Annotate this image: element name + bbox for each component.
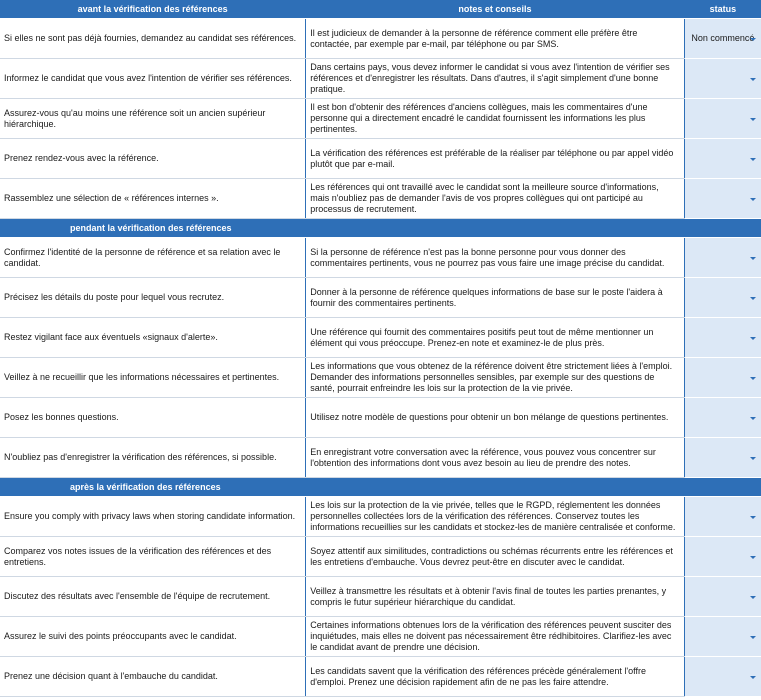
header-status: status (684, 0, 761, 19)
task-cell[interactable]: Posez les bonnes questions. (0, 398, 306, 438)
section-spacer (306, 219, 684, 238)
table-row (0, 398, 761, 438)
table-row (0, 438, 761, 478)
chevron-down-icon[interactable] (750, 38, 756, 41)
chevron-down-icon[interactable] (750, 297, 756, 300)
table-row (0, 19, 761, 59)
section-title: pendant la vérification des références (0, 219, 306, 238)
chevron-down-icon[interactable] (750, 636, 756, 639)
task-cell[interactable]: Ensure you comply with privacy laws when storing candidate information. (0, 497, 306, 537)
note-cell[interactable]: En enregistrant votre conversation avec la référence, vous pouvez vous concentrer sur l'obtention des informations dont vous avez besoin au lieu de prendre des notes. (306, 438, 684, 478)
note-cell[interactable]: La vérification des références est préférable de la réaliser par téléphone ou par appel vidéo plutôt que par e-mail. (306, 139, 684, 179)
note-cell[interactable]: Si la personne de référence n'est pas la bonne personne pour vous donner des commentaires pertinents, vous ne pourrez pas vous faire une image précise du candidat. (306, 238, 684, 278)
note-cell[interactable]: Certaines informations obtenues lors de la vérification des références peuvent susciter des inquiétudes, mais elles ne doivent pas nécessairement être rédhibitoires. Clarifiez-les avec le candidat avant de prendre une décision. (306, 617, 684, 657)
section-title: après la vérification des références (0, 478, 306, 497)
chevron-down-icon[interactable] (750, 417, 756, 420)
status-dropdown[interactable] (684, 59, 761, 99)
task-cell[interactable]: Informez le candidat que vous avez l'intention de vérifier ses références. (0, 59, 306, 99)
status-dropdown[interactable] (684, 278, 761, 318)
note-cell[interactable]: Utilisez notre modèle de questions pour obtenir un bon mélange de questions pertinentes. (306, 398, 684, 438)
section-spacer (306, 478, 684, 497)
status-dropdown[interactable] (684, 497, 761, 537)
note-cell[interactable]: Soyez attentif aux similitudes, contradictions ou schémas récurrents entre les références et les entretiens d'embauche. Vous devrez peut-être en discuter avec le candidat. (306, 537, 684, 577)
task-cell[interactable]: Si elles ne sont pas déjà fournies, demandez au candidat ses références. (0, 19, 306, 59)
note-cell[interactable]: Les références qui ont travaillé avec le candidat sont la meilleure source d'informations, mais n'oubliez pas de demander l'avis de vos propres collègues qui ont participé au processus de recrutement. (306, 179, 684, 219)
chevron-down-icon[interactable] (750, 118, 756, 121)
status-dropdown[interactable] (684, 617, 761, 657)
table-row (0, 537, 761, 577)
chevron-down-icon[interactable] (750, 78, 756, 81)
status-dropdown[interactable] (684, 537, 761, 577)
task-cell[interactable]: Discutez des résultats avec l'ensemble de l'équipe de recrutement. (0, 577, 306, 617)
status-dropdown[interactable] (684, 238, 761, 278)
status-dropdown[interactable] (684, 19, 761, 59)
chevron-down-icon[interactable] (750, 596, 756, 599)
task-cell[interactable]: N'oubliez pas d'enregistrer la vérification des références, si possible. (0, 438, 306, 478)
section-header-row (0, 478, 761, 497)
table-row (0, 657, 761, 697)
table-row (0, 59, 761, 99)
chevron-down-icon[interactable] (750, 676, 756, 679)
table-row (0, 497, 761, 537)
table-row (0, 278, 761, 318)
table-row (0, 577, 761, 617)
header-task: avant la vérification des références (0, 0, 306, 19)
section-spacer (684, 219, 761, 238)
chevron-down-icon[interactable] (750, 457, 756, 460)
section-header-row (0, 219, 761, 238)
task-cell[interactable]: Comparez vos notes issues de la vérification des références et des entretiens. (0, 537, 306, 577)
task-cell[interactable]: Assurez le suivi des points préoccupants avec le candidat. (0, 617, 306, 657)
status-value: Non commencé (691, 33, 755, 43)
note-cell[interactable]: Donner à la personne de référence quelques informations de base sur le poste l'aidera à fournir des commentaires pertinents. (306, 278, 684, 318)
task-cell[interactable]: Prenez rendez-vous avec la référence. (0, 139, 306, 179)
table-row (0, 617, 761, 657)
task-cell[interactable]: Confirmez l'identité de la personne de référence et sa relation avec le candidat. (0, 238, 306, 278)
chevron-down-icon[interactable] (750, 377, 756, 380)
status-dropdown[interactable] (684, 179, 761, 219)
note-cell[interactable]: Il est judicieux de demander à la personne de référence comment elle préfère être contactée, par exemple par e-mail, par téléphone ou par SMS. (306, 19, 684, 59)
chevron-down-icon[interactable] (750, 198, 756, 201)
chevron-down-icon[interactable] (750, 337, 756, 340)
section-spacer (684, 478, 761, 497)
status-dropdown[interactable] (684, 139, 761, 179)
task-cell[interactable]: Veillez à ne recueillir que les informations nécessaires et pertinentes. (0, 358, 306, 398)
note-cell[interactable]: Les candidats savent que la vérification des références précède généralement l'offre d'emploi. Prenez une décision rapidement afin de ne pas les faire attendre. (306, 657, 684, 697)
status-dropdown[interactable] (684, 318, 761, 358)
chevron-down-icon[interactable] (750, 158, 756, 161)
header-row (0, 0, 761, 19)
task-cell[interactable]: Rassemblez une sélection de « références internes ». (0, 179, 306, 219)
table-row (0, 318, 761, 358)
table-row (0, 99, 761, 139)
task-cell[interactable]: Précisez les détails du poste pour lequel vous recrutez. (0, 278, 306, 318)
status-dropdown[interactable] (684, 657, 761, 697)
task-cell[interactable]: Assurez-vous qu'au moins une référence soit un ancien supérieur hiérarchique. (0, 99, 306, 139)
header-notes: notes et conseils (306, 0, 684, 19)
table-row (0, 179, 761, 219)
table-row (0, 358, 761, 398)
status-dropdown[interactable] (684, 99, 761, 139)
status-dropdown[interactable] (684, 358, 761, 398)
table-body (0, 19, 761, 697)
chevron-down-icon[interactable] (750, 516, 756, 519)
note-cell[interactable]: Veillez à transmettre les résultats et à obtenir l'avis final de toutes les parties prenantes, y compris le futur supérieur hiérarchique du candidat. (306, 577, 684, 617)
table-row (0, 238, 761, 278)
note-cell[interactable]: Les informations que vous obtenez de la référence doivent être strictement liées à l'emploi. Demander des informations personnelles sensibles, par exemple sur des questions de santé, pourrait enfreindre les lois sur la protection de la vie privée. (306, 358, 684, 398)
status-dropdown[interactable] (684, 398, 761, 438)
task-cell[interactable]: Restez vigilant face aux éventuels «signaux d'alerte». (0, 318, 306, 358)
chevron-down-icon[interactable] (750, 556, 756, 559)
table-row (0, 139, 761, 179)
status-dropdown[interactable] (684, 438, 761, 478)
note-cell[interactable]: Les lois sur la protection de la vie privée, telles que le RGPD, réglementent les données personnelles collectées lors de la vérification des références. Conservez toutes les informations recueillies sur les candidats et stockez-les de manière centralisée et conforme. (306, 497, 684, 537)
status-dropdown[interactable] (684, 577, 761, 617)
note-cell[interactable]: Il est bon d'obtenir des références d'anciens collègues, mais les commentaires d'une personne qui a directement encadré le candidat fournissent les informations les plus pertinentes. (306, 99, 684, 139)
note-cell[interactable]: Dans certains pays, vous devez informer le candidat si vous avez l'intention de vérifier ses références et d'enregistrer les résultats. Dans d'autres, il s'agit simplement d'une bonne pratique. (306, 59, 684, 99)
note-cell[interactable]: Une référence qui fournit des commentaires positifs peut tout de même mentionner un élément qui vous préoccupe. Prenez-en note et examinez-le de plus près. (306, 318, 684, 358)
task-cell[interactable]: Prenez une décision quant à l'embauche du candidat. (0, 657, 306, 697)
chevron-down-icon[interactable] (750, 257, 756, 260)
